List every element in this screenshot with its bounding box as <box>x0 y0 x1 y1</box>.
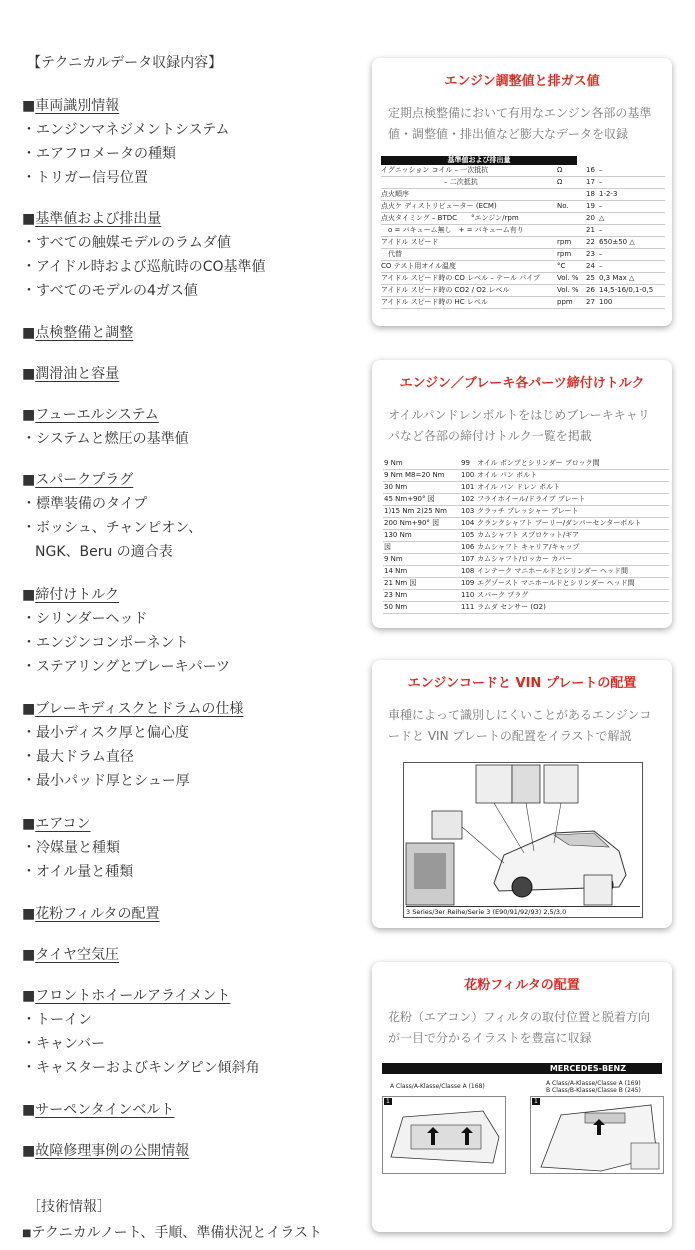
cell-no: 99 <box>461 459 470 467</box>
cell-no: 27 <box>586 298 595 306</box>
cell-no: 111 <box>461 603 475 611</box>
tech-heading: ［技術情報］ <box>27 1199 111 1215</box>
cell-part: ラムダ センサー (O2) <box>477 603 546 611</box>
table-row <box>383 530 669 542</box>
section-title-label: スパークプラグ <box>35 472 134 488</box>
tech-item <box>22 1222 322 1242</box>
cell-val: – <box>599 166 603 174</box>
cell-label: CO テスト用オイル温度 <box>381 262 456 270</box>
table-row <box>383 554 669 566</box>
cell-torque: 9 Nm <box>384 459 403 467</box>
cell-val: – <box>599 226 603 234</box>
table-row <box>381 261 665 273</box>
cell-part: オイル パン ボルト <box>477 471 538 479</box>
section <box>22 813 133 881</box>
table-row <box>383 506 669 518</box>
cell-val: – <box>599 250 603 258</box>
square-bullet-icon: ■ <box>22 98 36 114</box>
cell-unit: Ω <box>557 178 563 186</box>
cell-val: – <box>599 178 603 186</box>
brand-bar <box>382 1063 662 1074</box>
cell-no: 104 <box>461 519 475 527</box>
cell-val: – <box>599 202 603 210</box>
section-title-label: 基準値および排出量 <box>35 211 162 227</box>
table-row <box>383 578 669 590</box>
cell-no: 26 <box>586 286 595 294</box>
section-item: ・キャンバー <box>22 1036 106 1052</box>
cell-torque: 9 Nm M8=20 Nm <box>384 471 445 479</box>
cell-torque: 1)15 Nm 2)25 Nm <box>384 507 447 515</box>
section-item: ・最大ドラム直径 <box>22 749 134 765</box>
cell-torque: 30 Nm <box>384 483 408 491</box>
square-bullet-icon: ■ <box>22 366 36 382</box>
cell-no: 21 <box>586 226 595 234</box>
table-row <box>381 165 665 177</box>
card-desc: 定期点検整備において有用なエンジン各部の基準値・調整値・排出値など膨大なデータを収録 <box>388 106 652 141</box>
cell-val: 100 <box>599 298 613 306</box>
pollen-illustration-right <box>530 1096 664 1174</box>
section-title <box>22 95 229 115</box>
cell-val: – <box>599 262 603 270</box>
cell-no: 107 <box>461 555 475 563</box>
section-title <box>22 944 119 964</box>
cell-val: 1-2-3 <box>599 190 618 198</box>
cell-no: 22 <box>586 238 595 246</box>
heading-main: 【テクニカルデータ収録内容】 <box>27 55 223 71</box>
square-bullet-icon: ■ <box>22 906 36 922</box>
section-title-label: 故障修理事例の公開情報 <box>35 1143 190 1159</box>
table-row <box>381 189 665 201</box>
cell-unit: rpm <box>557 250 572 258</box>
section-title-label: サーペンタインベルト <box>35 1102 175 1118</box>
card-desc: 花粉（エアコン）フィルタの取付位置と脱着方向が一目で分かるイラストを豊富に収録 <box>388 1010 650 1045</box>
card-vin <box>372 660 672 928</box>
cell-val: 650±50 △ <box>599 238 635 246</box>
section <box>22 1140 189 1160</box>
car-diagram-icon <box>404 763 642 917</box>
table-row <box>381 201 665 213</box>
card-torque <box>372 360 672 628</box>
section-title <box>22 698 243 718</box>
cell-part: フライホイール/ドライブ プレート <box>477 495 586 503</box>
section-title <box>22 584 230 604</box>
cell-label: o = バキューム無し + = バキューム有り <box>381 226 524 234</box>
square-bullet-icon: ■ <box>22 1102 36 1118</box>
table-row <box>383 518 669 530</box>
section-item: ・オイル量と種類 <box>22 864 134 880</box>
section-item: ・エアフロメータの種類 <box>22 146 176 162</box>
section <box>22 944 119 964</box>
right-model-label-2: B Class/B-Klasse/Classe B (245) <box>546 1087 641 1094</box>
cell-label: アイドル スピード <box>381 238 439 246</box>
filter-diagram-icon <box>531 1097 663 1173</box>
table-row <box>383 590 669 602</box>
section-title-label: エアコン <box>35 816 91 832</box>
cell-torque: 200 Nm+90° 図 <box>384 519 440 527</box>
table-row <box>381 237 665 249</box>
cell-unit: Vol. % <box>557 274 579 282</box>
section-item: ・すべてのモデルの4ガス値 <box>22 283 198 299</box>
square-bullet-icon: ■ <box>22 988 36 1004</box>
section-item: ・シリンダーヘッド <box>22 611 148 627</box>
emission-table <box>381 156 665 309</box>
section <box>22 363 119 383</box>
section <box>22 698 243 790</box>
section-title <box>22 363 119 383</box>
vin-caption: 3 Series/3er Reihe/Serie 3 (E90/91/92/93) 2,5/3,0 <box>406 906 640 916</box>
section-title <box>22 903 160 923</box>
cell-no: 100 <box>461 471 475 479</box>
cell-no: 106 <box>461 543 475 551</box>
step-badge: 1 <box>534 1098 538 1105</box>
pollen-illustration-left <box>382 1096 506 1174</box>
cell-unit: Ω <box>557 166 563 174</box>
table-row <box>383 494 669 506</box>
cell-torque: 9 Nm <box>384 555 403 563</box>
cell-unit: Vol. % <box>557 286 579 294</box>
cell-no: 16 <box>586 166 595 174</box>
cell-part: カムシャフト/ロッカー カバー <box>477 555 573 563</box>
filter-diagram-icon <box>383 1097 505 1173</box>
section-item: ・キャスターおよびキングピン傾斜角 <box>22 1060 260 1076</box>
square-bullet-icon: ■ <box>22 211 36 227</box>
cell-label: 代替 <box>381 250 402 258</box>
cell-label: アイドル スピード時の CO レベル – テール パイプ <box>381 274 540 282</box>
cell-no: 109 <box>461 579 475 587</box>
cell-torque: 14 Nm <box>384 567 408 575</box>
section <box>22 584 230 676</box>
section-title-label: フューエルシステム <box>35 407 159 423</box>
cell-part: オイル パン ドレン ボルト <box>477 483 561 491</box>
cell-part: オイル ポンプとシリンダー ブロック間 <box>477 459 600 467</box>
cell-no: 18 <box>586 190 595 198</box>
cell-no: 103 <box>461 507 475 515</box>
section-item: ・トリガー信号位置 <box>22 170 148 186</box>
square-bullet-icon: ■ <box>22 472 36 488</box>
cell-no: 23 <box>586 250 595 258</box>
section-title-label: 締付けトルク <box>35 587 119 603</box>
section <box>22 1099 174 1119</box>
cell-no: 19 <box>586 202 595 210</box>
cell-label: 点火タイミング – BTDC °エンジン/rpm <box>381 214 519 222</box>
cell-part: カムシャフト キャリア/キャップ <box>477 543 580 551</box>
section-item: ・ステアリングとブレーキパーツ <box>22 659 231 675</box>
section <box>22 208 266 300</box>
cell-unit: rpm <box>557 238 572 246</box>
section-title <box>22 985 260 1005</box>
section <box>22 95 229 187</box>
square-bullet-icon: ■ <box>22 1228 32 1239</box>
cell-val: 0,3 Max △ <box>599 274 635 282</box>
section-item: NGK、Beru の適合表 <box>35 544 173 560</box>
section-title <box>22 1140 189 1160</box>
cell-val: 14,5-16/0,1-0,5 <box>599 286 654 294</box>
vin-illustration <box>403 762 643 918</box>
cell-label: – 二次抵抗 <box>381 178 478 186</box>
cell-label: 点火ケ ディストリビューター (ECM) <box>381 202 497 210</box>
cell-unit: No. <box>557 202 569 210</box>
cell-label: イグニッション コイル – 一次抵抗 <box>381 166 489 174</box>
cell-torque: 21 Nm 図 <box>384 579 417 587</box>
square-bullet-icon: ■ <box>22 1143 36 1159</box>
table-row <box>381 297 665 309</box>
section <box>22 322 133 342</box>
section-item: ・最小パッド厚とシュー厚 <box>22 773 190 789</box>
section <box>22 985 260 1077</box>
square-bullet-icon: ■ <box>22 325 36 341</box>
card-title: エンジン調整値と排ガス値 <box>444 74 600 89</box>
section-title-label: 点検整備と調整 <box>35 325 134 341</box>
card-desc: 車種によって識別しにくいことがあるエンジンコードと VIN プレートの配置をイラストで解説 <box>388 708 652 743</box>
section <box>22 903 160 923</box>
cell-label: アイドル スピード時の HC レベル <box>381 298 488 306</box>
card-title: エンジン／ブレーキ各パーツ締付けトルク <box>399 376 645 391</box>
cell-part: エグゾースト マニホールドとシリンダー ヘッド間 <box>477 579 635 587</box>
cell-part: クランクシャフト プーリー/ダンパーセンターボルト <box>477 519 642 527</box>
cell-no: 101 <box>461 483 475 491</box>
cell-no: 17 <box>586 178 595 186</box>
cell-no: 105 <box>461 531 475 539</box>
card-engine-values <box>372 58 672 326</box>
cell-torque: 50 Nm <box>384 603 408 611</box>
section-item: ・最小ディスク厚と偏心度 <box>22 725 189 741</box>
right-model-label-1: A Class/A-Klasse/Classe A (169) <box>546 1080 641 1087</box>
cell-torque: 図 <box>384 543 391 551</box>
section-title-label: ブレーキディスクとドラムの仕様 <box>35 701 244 717</box>
section-title <box>22 404 189 424</box>
section-title-label: 車両識別情報 <box>35 98 120 114</box>
square-bullet-icon: ■ <box>22 407 36 423</box>
cell-part: カムシャフト スプロケット/ギア <box>477 531 580 539</box>
table-row <box>383 458 669 470</box>
section-title <box>22 208 266 228</box>
card-pollen-filter <box>372 962 672 1232</box>
cell-no: 110 <box>461 591 475 599</box>
section-title-label: タイヤ空気圧 <box>35 947 119 963</box>
section-item: ・トーイン <box>22 1012 92 1028</box>
section-item: ・冷媒量と種類 <box>22 840 120 856</box>
table-row <box>383 602 669 614</box>
brand-label: MERCEDES-BENZ <box>549 1064 626 1073</box>
square-bullet-icon: ■ <box>22 587 36 603</box>
section-title-label: 花粉フィルタの配置 <box>35 906 160 922</box>
section-item: ・エンジンマネジメントシステム <box>22 122 230 138</box>
section-title <box>22 1099 174 1119</box>
section <box>22 404 189 448</box>
square-bullet-icon: ■ <box>22 701 36 717</box>
section-item: ・ボッシュ、チャンピオン、 <box>22 520 203 536</box>
cell-unit: ppm <box>557 298 573 306</box>
square-bullet-icon: ■ <box>22 816 36 832</box>
table-row <box>383 470 669 482</box>
card-title: 花粉フィルタの配置 <box>464 978 580 993</box>
section-item: ・システムと燃圧の基準値 <box>22 431 189 447</box>
table-row <box>381 285 665 297</box>
section-item: ・標準装備のタイプ <box>22 496 148 512</box>
table-row <box>383 566 669 578</box>
section-item: ・すべての触媒モデルのラムダ値 <box>22 235 231 251</box>
section-item: ・アイドル時および巡航時のCO基準値 <box>22 259 266 275</box>
section-title-label: フロントホイールアライメント <box>35 988 231 1004</box>
cell-torque: 130 Nm <box>384 531 412 539</box>
tech-item-label: テクニカルノート、手順、準備状況とイラスト <box>31 1225 322 1241</box>
section <box>22 469 202 561</box>
cell-part: スパーク プラグ <box>477 591 529 599</box>
table-row <box>383 542 669 554</box>
section-title <box>22 813 133 833</box>
card-desc: オイルパンドレンボルトをはじめブレーキキャリパなど各部の締付けトルク一覧を掲載 <box>388 408 650 443</box>
cell-no: 24 <box>586 262 595 270</box>
cell-torque: 45 Nm+90° 図 <box>384 495 435 503</box>
card-title: エンジンコードと VIN プレートの配置 <box>407 676 637 691</box>
torque-table <box>383 458 669 614</box>
section-title-label: 潤滑油と容量 <box>35 366 120 382</box>
cell-no: 25 <box>586 274 595 282</box>
cell-val: △ <box>599 214 605 222</box>
table-row <box>383 482 669 494</box>
cell-label: アイドル スピード時の CO2 / O2 レベル <box>381 286 510 294</box>
table-row <box>381 273 665 285</box>
cell-part: インテーク マニホールドとシリンダー ヘッド間 <box>477 567 629 575</box>
cell-label: 点火順序 <box>381 190 409 198</box>
cell-no: 108 <box>461 567 475 575</box>
cell-no: 102 <box>461 495 475 503</box>
section-title <box>22 469 202 489</box>
cell-part: クラッチ プレッシャー プレート <box>477 507 579 515</box>
table-row <box>381 213 665 225</box>
step-badge: 1 <box>386 1098 390 1105</box>
section-title <box>22 322 133 342</box>
table-row <box>381 249 665 261</box>
emission-table-header: 基準値および排出量 <box>381 156 577 165</box>
left-model-label: A Class/A-Klasse/Classe A (168) <box>390 1083 485 1090</box>
section-item: ・エンジンコンポーネント <box>22 635 189 651</box>
square-bullet-icon: ■ <box>22 947 36 963</box>
cell-torque: 23 Nm <box>384 591 408 599</box>
cell-unit: °C <box>557 262 566 270</box>
cell-no: 20 <box>586 214 595 222</box>
table-row <box>381 177 665 189</box>
table-row <box>381 225 665 237</box>
